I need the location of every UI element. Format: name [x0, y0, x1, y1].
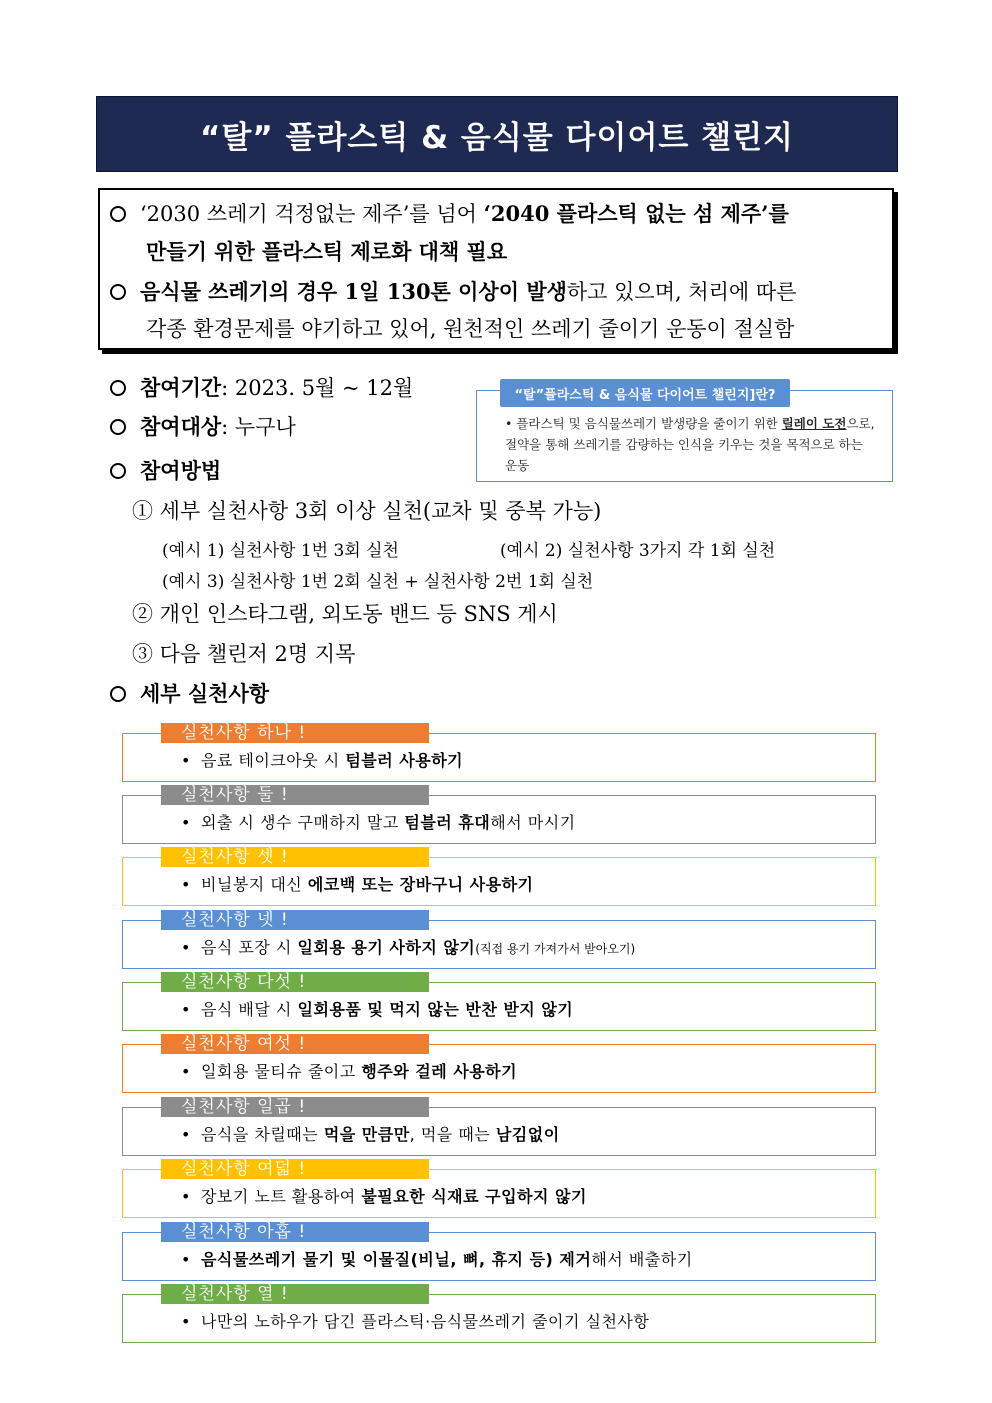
- practice-tab: 실천사항 아홉 !: [161, 1222, 429, 1242]
- practice-text: [181, 748, 463, 771]
- practice-item: [122, 1034, 876, 1093]
- practice-item: [122, 723, 876, 782]
- definition-text-a: • 플라스틱 및 음식물쓰레기 발생량을 줄이기 위한: [505, 416, 782, 431]
- practice-item: [122, 785, 876, 844]
- practice-tab: 실천사항 하나 !: [161, 723, 429, 743]
- circle-bullet-icon: [110, 463, 126, 479]
- intro-text-bold: 음식물 쓰레기의 경우 1일 130톤 이상이 발생: [140, 279, 567, 304]
- practice-text-a: 음식을 차릴때는: [200, 1125, 324, 1144]
- practice-item: [122, 847, 876, 906]
- title-banner: [96, 96, 898, 172]
- method-example-2: (예시 2) 실천사항 3가지 각 1회 실천: [500, 541, 776, 561]
- intro-line-4: 각종 환경문제를 야기하고 있어, 원천적인 쓰레기 줄이기 운동이 절실함: [146, 317, 795, 341]
- practice-text-b: 행주와 걸레 사용하기: [361, 1062, 518, 1081]
- intro-line-1: [110, 198, 789, 228]
- circle-bullet-icon: [110, 206, 126, 222]
- intro-text: 하고 있으며, 처리에 따른: [566, 280, 797, 304]
- practice-text: [181, 1247, 693, 1270]
- practice-text-a: 음료 테이크아웃 시: [200, 751, 346, 770]
- bullet-dot-icon: •: [181, 813, 191, 832]
- practice-text-c: 해서 배출하기: [591, 1250, 693, 1269]
- practice-tab: 실천사항 다섯 !: [161, 972, 429, 992]
- practice-text-b: 불필요한 식재료 구입하지 않기: [361, 1187, 587, 1206]
- target-label: 참여대상: [140, 414, 222, 439]
- practice-text-c: 해서 마시기: [490, 813, 576, 832]
- method-step-3: ③ 다음 챌린저 2명 지목: [132, 642, 356, 666]
- bullet-dot-icon: •: [181, 751, 191, 770]
- method-example-1: (예시 1) 실천사항 1번 3회 실천: [162, 541, 399, 561]
- practice-text-c: , 먹을 때는: [409, 1125, 496, 1144]
- practice-tab: 실천사항 여섯 !: [161, 1034, 429, 1054]
- practice-text-b: 음식물쓰레기 물기 및 이물질(비닐, 뼈, 휴지 등) 제거: [200, 1250, 592, 1269]
- practice-text-d: (직접 용기 가져가서 받아오기): [475, 942, 636, 956]
- practice-tab: 실천사항 둘 !: [161, 785, 429, 805]
- practice-text: [181, 1059, 517, 1082]
- practice-item: [122, 1097, 876, 1156]
- practice-text-b: 텀블러 사용하기: [345, 751, 464, 770]
- practice-text-b: 텀블러 휴대: [404, 813, 491, 832]
- bullet-dot-icon: •: [181, 1187, 191, 1206]
- bullet-dot-icon: •: [181, 1062, 191, 1081]
- practice-item: [122, 1222, 876, 1281]
- practice-text: [181, 1122, 560, 1145]
- definition-text-c: 으로, 절약을 통해 쓰레기를 감량하는 인식을 키우는 것을 목적으로 하는 운동: [505, 416, 875, 473]
- practice-text-a: 음식 배달 시: [200, 1000, 298, 1019]
- practice-text: [181, 935, 635, 958]
- practice-text-e: 남김없이: [495, 1125, 560, 1144]
- bullet-dot-icon: •: [181, 1125, 191, 1144]
- intro-text: ‘2030 쓰레기 걱정없는 제주’를 넘어: [140, 202, 484, 226]
- practice-text-a: 외출 시 생수 구매하지 말고: [200, 813, 405, 832]
- practice-text-a: 나만의 노하우가 담긴 플라스틱·음식물쓰레기 줄이기 실천사항: [200, 1312, 650, 1331]
- bullet-dot-icon: •: [181, 938, 191, 957]
- period-label: 참여기간: [140, 375, 222, 400]
- practice-item: [122, 1284, 876, 1343]
- details-label: 세부 실천사항: [140, 681, 270, 706]
- period-value: : 2023. 5월 ~ 12월: [221, 376, 414, 400]
- method-line: [110, 455, 221, 485]
- practice-text: [181, 1184, 587, 1207]
- bullet-dot-icon: •: [181, 1000, 191, 1019]
- intro-line-2: 만들기 위한 플라스틱 제로화 대책 필요: [146, 239, 508, 264]
- period-line: [110, 372, 413, 402]
- practice-tab: 실천사항 여덟 !: [161, 1159, 429, 1179]
- practice-text-b: 먹을 만큼만: [323, 1125, 410, 1144]
- practice-text-b: 에코백 또는 장바구니 사용하기: [307, 875, 534, 894]
- target-value: : 누구나: [221, 415, 296, 439]
- definition-text-emphasis: 릴레이 도전: [781, 416, 847, 431]
- definition-tab: “탈”플라스틱 & 음식물 다이어트 챌린지]란?: [500, 379, 790, 407]
- method-example-3: (예시 3) 실천사항 1번 2회 실천 + 실천사항 2번 1회 실천: [162, 572, 594, 592]
- definition-text: [505, 413, 875, 476]
- circle-bullet-icon: [110, 284, 126, 300]
- practice-item: [122, 910, 876, 969]
- method-label: 참여방법: [140, 458, 222, 483]
- practice-text: [181, 872, 534, 895]
- page-title: “탈” 플라스틱 & 음식물 다이어트 챌린지: [200, 119, 794, 156]
- practice-text: [181, 810, 576, 833]
- practice-tab: 실천사항 넷 !: [161, 910, 429, 930]
- practice-tab: 실천사항 열 !: [161, 1284, 429, 1304]
- bullet-dot-icon: •: [181, 875, 191, 894]
- intro-text-bold: ‘2040 플라스틱 없는 섬 제주’를: [483, 201, 789, 226]
- practice-text: [181, 997, 573, 1020]
- practice-item: [122, 1159, 876, 1218]
- practice-text: [181, 1309, 649, 1332]
- practice-text-a: 음식 포장 시: [200, 938, 298, 957]
- bullet-dot-icon: •: [181, 1312, 191, 1331]
- practice-text-b: 일회용 용기 사하지 않기: [297, 938, 476, 957]
- practice-tab: 실천사항 일곱 !: [161, 1097, 429, 1117]
- method-step-2: ② 개인 인스타그램, 외도동 밴드 등 SNS 게시: [132, 602, 558, 626]
- circle-bullet-icon: [110, 686, 126, 702]
- circle-bullet-icon: [110, 380, 126, 396]
- practice-text-a: 일회용 물티슈 줄이고: [200, 1062, 362, 1081]
- intro-line-3: [110, 276, 796, 306]
- practice-text-a: 장보기 노트 활용하여: [200, 1187, 362, 1206]
- practice-text-a: 비닐봉지 대신: [200, 875, 308, 894]
- practice-item: [122, 972, 876, 1031]
- practice-text-b: 일회용품 및 먹지 않는 반찬 받지 않기: [297, 1000, 574, 1019]
- target-line: [110, 411, 296, 441]
- bullet-dot-icon: •: [181, 1250, 191, 1269]
- circle-bullet-icon: [110, 419, 126, 435]
- details-heading: [110, 678, 269, 708]
- method-step-1: ① 세부 실천사항 3회 이상 실천(교차 및 중복 가능): [132, 499, 602, 523]
- practice-tab: 실천사항 셋 !: [161, 847, 429, 867]
